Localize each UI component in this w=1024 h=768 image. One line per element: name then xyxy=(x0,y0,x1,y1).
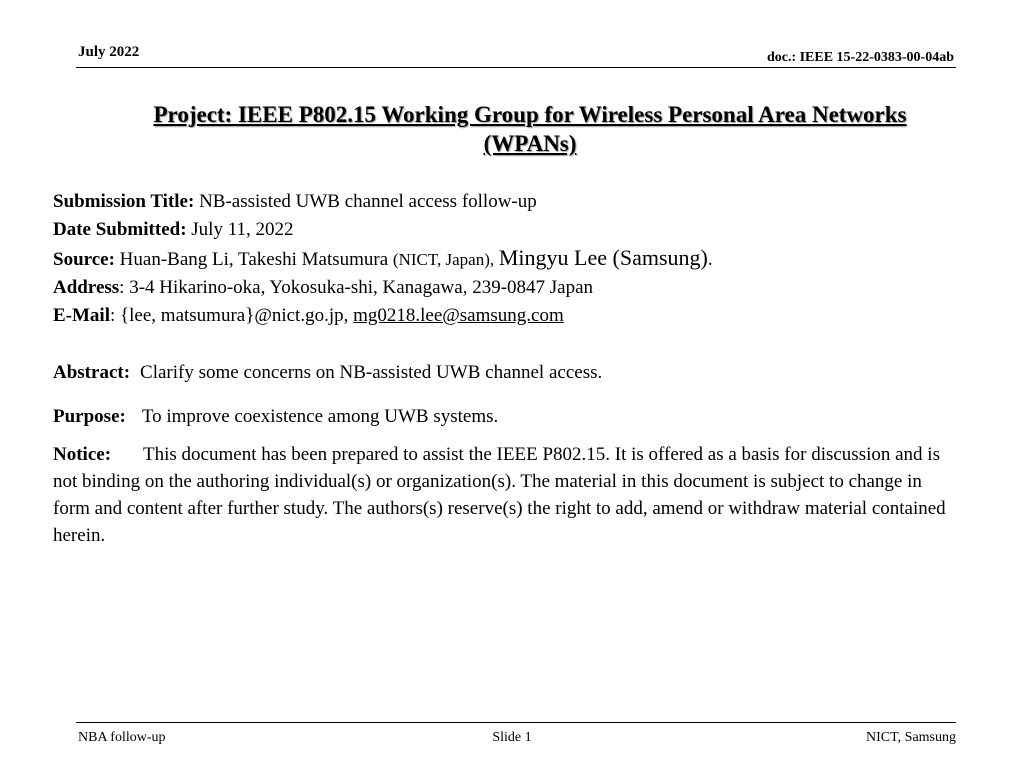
footer-left: NBA follow-up xyxy=(78,730,166,745)
address-value: : 3-4 Hikarino-oka, Yokosuka-shi, Kanagawa, 239-0847 Japan xyxy=(119,277,594,298)
submission-title-row xyxy=(53,188,713,216)
email-link[interactable]: mg0218.lee@samsung.com xyxy=(353,305,564,326)
source-label: Source: xyxy=(53,249,115,270)
purpose-row xyxy=(53,406,498,428)
email-label: E-Mail xyxy=(53,305,110,326)
footer-divider xyxy=(76,722,956,723)
footer-right: NICT, Samsung xyxy=(866,730,956,745)
slide-number: Slide 1 xyxy=(492,730,532,745)
submission-fields xyxy=(53,188,713,330)
abstract-text: Clarify some concerns on NB-assisted UWB channel access. xyxy=(140,362,603,383)
address-row xyxy=(53,274,713,302)
source-names: Huan-Bang Li, Takeshi Matsumura xyxy=(119,249,389,270)
submission-title-label: Submission Title: xyxy=(53,191,195,212)
source-end: . xyxy=(707,249,713,270)
notice-paragraph xyxy=(53,441,963,549)
purpose-label: Purpose: xyxy=(53,406,126,427)
project-title-line1: Project: IEEE P802.15 Working Group for Wireless Personal Area Networks xyxy=(153,102,907,127)
address-label: Address xyxy=(53,277,120,298)
submission-title-value: NB-assisted UWB channel access follow-up xyxy=(199,191,537,212)
header-doc-id: doc.: IEEE 15-22-0383-00-04ab xyxy=(766,50,954,65)
project-title xyxy=(60,100,1000,158)
source-row xyxy=(53,244,713,274)
email-row xyxy=(53,302,713,330)
source-name-samsung: Mingyu Lee (Samsung) xyxy=(498,245,708,270)
header-date: July 2022 xyxy=(78,44,140,60)
project-title-line2: (WPANs) xyxy=(483,131,577,156)
email-value: : {lee, matsumura}@nict.go.jp, xyxy=(110,305,354,326)
date-submitted-label: Date Submitted: xyxy=(53,219,187,240)
abstract-label: Abstract: xyxy=(53,362,131,383)
date-submitted-value: July 11, 2022 xyxy=(191,219,294,240)
date-submitted-row xyxy=(53,216,713,244)
abstract-row xyxy=(53,362,602,384)
notice-text: This document has been prepared to assist the IEEE P802.15. It is offered as a basis for discussion and is not binding on the authoring individual(s) or organization(s). The material in this document is subject to change in form and content after further study. The authors(s) reserve(s) the right to add, amend or withdraw material contained herein. xyxy=(53,444,946,546)
header-divider xyxy=(76,67,956,68)
source-affiliation: (NICT, Japan), xyxy=(392,250,495,269)
purpose-text: To improve coexistence among UWB systems. xyxy=(141,406,499,427)
notice-label: Notice: xyxy=(53,444,112,465)
